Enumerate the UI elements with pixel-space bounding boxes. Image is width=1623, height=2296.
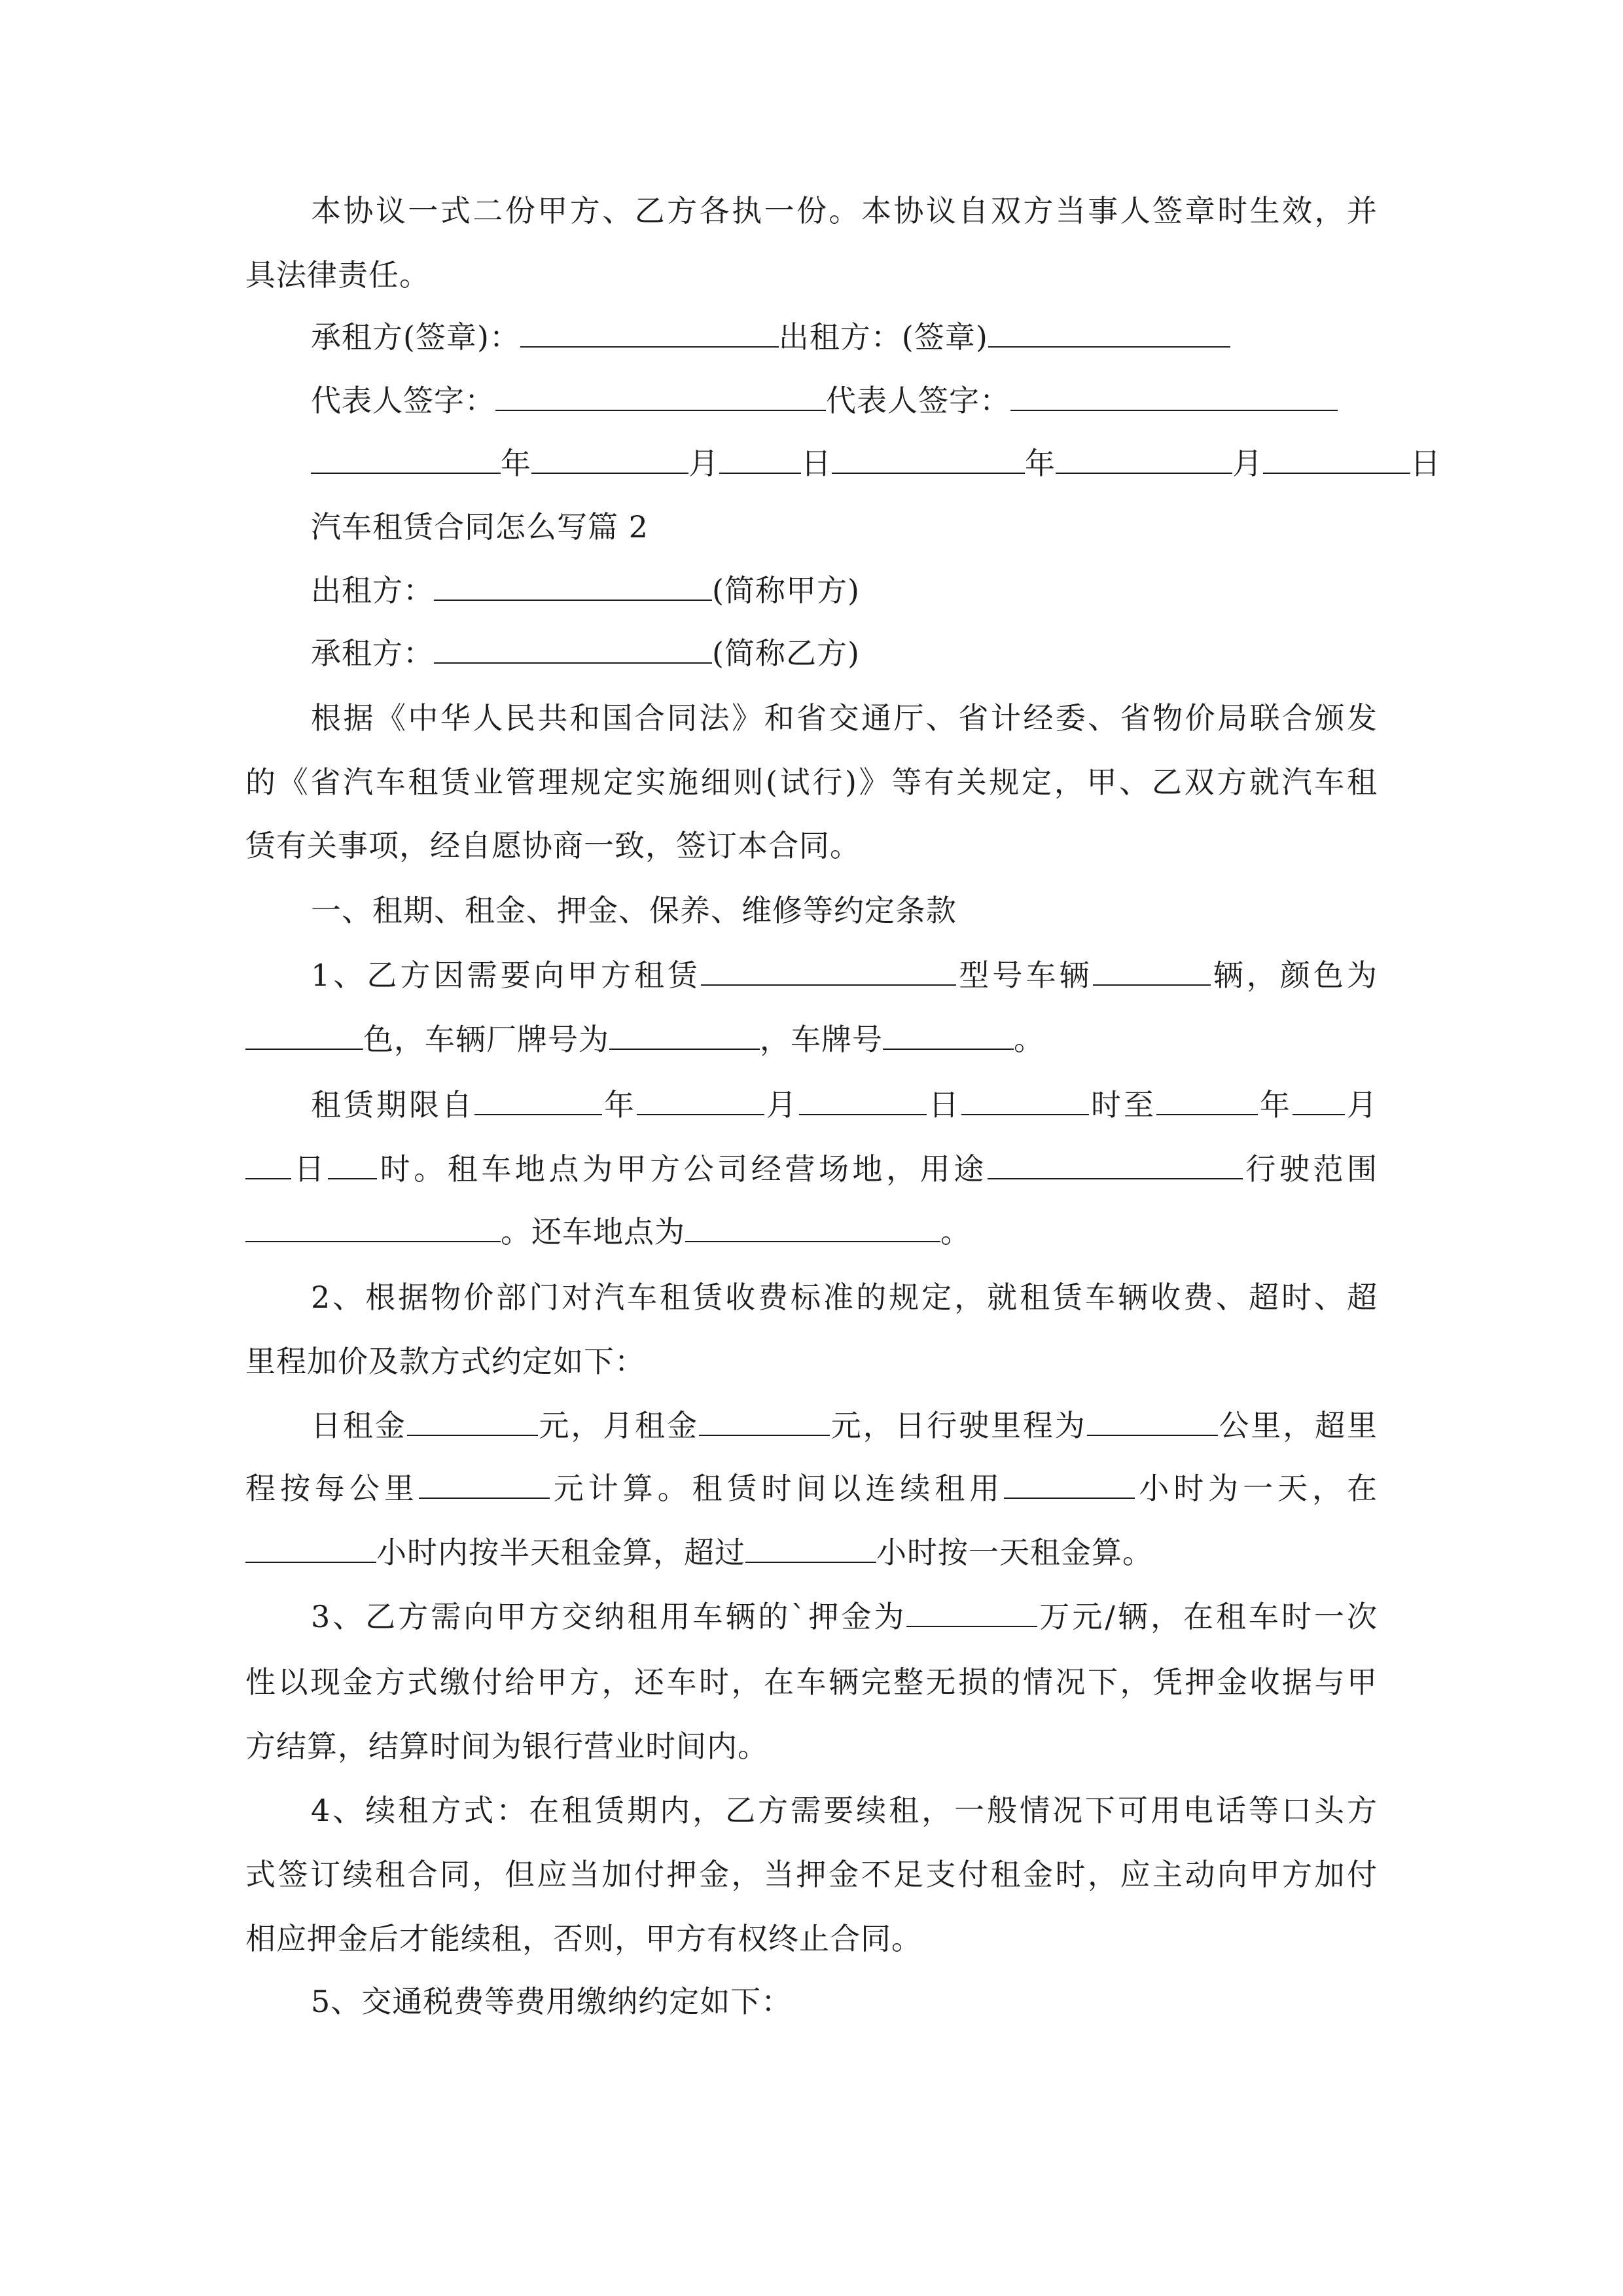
text-segment: 1、乙方因需要向甲方租赁 xyxy=(311,958,702,993)
text-line xyxy=(311,956,1378,995)
fill-in-blank xyxy=(419,1469,550,1499)
text-segment: 4、续租方式：在租赁期内，乙方需要续租，一般情况下可用电话等口头方 xyxy=(311,1793,1378,1828)
text-segment: 年 xyxy=(602,1087,637,1122)
text-segment: 日 xyxy=(1410,446,1441,481)
text-segment: 元计算。租赁时间以连续租用 xyxy=(549,1471,1005,1506)
fill-in-blank xyxy=(245,1149,291,1179)
fill-in-blank xyxy=(1004,1469,1135,1499)
text-segment: 租赁期限自 xyxy=(311,1087,474,1122)
text-segment: 出租方：(签章) xyxy=(778,319,988,355)
text-segment: 5、交通税费等费用缴纳约定如下： xyxy=(311,1984,793,2019)
fill-in-blank xyxy=(1263,444,1410,474)
text-segment: 。还车地点为 xyxy=(501,1214,685,1249)
text-segment: 方结算，结算时间为银行营业时间内。 xyxy=(245,1729,768,1764)
text-line xyxy=(311,191,1378,230)
text-segment: ，车牌号 xyxy=(760,1022,883,1057)
text-line xyxy=(311,698,1378,738)
text-segment: 。 xyxy=(1014,1022,1044,1057)
text-segment: 元，日行驶里程为 xyxy=(829,1408,1087,1443)
text-line xyxy=(245,1342,645,1381)
text-line xyxy=(311,1406,1378,1445)
text-segment: 小时为一天，在 xyxy=(1135,1471,1378,1506)
text-line xyxy=(245,1212,971,1251)
text-line xyxy=(311,634,860,673)
text-segment: 一、租期、租金、押金、保养、维修等约定条款 xyxy=(311,893,957,928)
text-segment: (简称甲方) xyxy=(712,573,860,608)
fill-in-blank xyxy=(745,1533,876,1563)
text-segment: 相应押金后才能续租，否则，甲方有权终止合同。 xyxy=(245,1921,922,1956)
text-line xyxy=(245,1662,1378,1702)
text-segment: 月 xyxy=(1232,446,1263,481)
text-segment: 承租方： xyxy=(311,636,434,671)
fill-in-blank xyxy=(245,1212,501,1242)
text-segment: 型号车辆 xyxy=(956,958,1093,993)
text-segment: 月 xyxy=(688,446,719,481)
fill-in-blank xyxy=(1156,1085,1258,1115)
fill-in-blank xyxy=(719,444,801,474)
fill-in-blank xyxy=(701,956,956,986)
text-segment: 日 xyxy=(291,1151,329,1187)
text-segment: 日 xyxy=(927,1087,961,1122)
text-segment: 3、乙方需向甲方交纳租用车辆的`押金为 xyxy=(311,1599,907,1634)
text-segment: 出租方： xyxy=(311,573,434,608)
fill-in-blank xyxy=(699,1406,830,1436)
text-segment: 根据《中华人民共和国合同法》和省交通厅、省计经委、省物价局联合颁发 xyxy=(311,700,1378,736)
fill-in-blank xyxy=(906,1597,1037,1627)
text-segment: 日 xyxy=(801,446,832,481)
text-segment: 小时内按半天租金算，超过 xyxy=(376,1535,745,1570)
fill-in-blank xyxy=(531,444,688,474)
fill-in-blank xyxy=(311,444,501,474)
text-line xyxy=(245,1533,1153,1572)
text-line xyxy=(311,317,1230,357)
text-segment: 程按每公里 xyxy=(245,1471,419,1506)
text-segment: 性以现金方式缴付给甲方，还车时，在车辆完整无损的情况下，凭押金收据与甲 xyxy=(245,1664,1378,1700)
fill-in-blank xyxy=(407,1406,538,1436)
text-segment: 公里，超里 xyxy=(1217,1408,1378,1443)
fill-in-blank xyxy=(1293,1085,1345,1115)
fill-in-blank xyxy=(245,1533,376,1563)
fill-in-blank xyxy=(799,1085,927,1115)
text-line xyxy=(311,444,1441,483)
fill-in-blank xyxy=(434,634,712,664)
text-segment: 承租方(签章)： xyxy=(311,319,520,355)
text-segment: 年 xyxy=(501,446,531,481)
text-line xyxy=(311,1597,1378,1636)
text-line xyxy=(311,1278,1378,1317)
text-segment: 代表人签字： xyxy=(311,383,495,418)
text-segment: 式签订续租合同，但应当加付押金，当押金不足支付租金时，应主动向甲方加付 xyxy=(245,1857,1378,1892)
text-line xyxy=(245,826,861,865)
text-segment: 本协议一式二份甲方、乙方各执一份。本协议自双方当事人签章时生效，并 xyxy=(311,193,1378,228)
fill-in-blank xyxy=(988,317,1230,348)
fill-in-blank xyxy=(1010,381,1338,411)
fill-in-blank xyxy=(1056,444,1232,474)
text-line xyxy=(245,1469,1378,1508)
text-segment: 时至 xyxy=(1089,1087,1156,1122)
fill-in-blank xyxy=(328,1149,377,1179)
text-line xyxy=(311,381,1338,420)
text-segment: 小时按一天租金算。 xyxy=(876,1535,1153,1570)
text-segment: 月 xyxy=(764,1087,799,1122)
fill-in-blank xyxy=(609,1020,760,1050)
text-line xyxy=(245,1727,768,1766)
text-segment: 行驶范围 xyxy=(1242,1151,1378,1187)
text-line xyxy=(311,507,649,547)
fill-in-blank xyxy=(495,381,826,411)
text-segment: 月 xyxy=(1345,1087,1378,1122)
text-segment: 具法律责任。 xyxy=(245,257,430,293)
text-line xyxy=(311,1982,792,2021)
text-segment: 的《省汽车租赁业管理规定实施细则(试行)》等有关规定，甲、乙双方就汽车租 xyxy=(245,764,1378,800)
text-segment: 万元/辆，在租车时一次 xyxy=(1037,1599,1378,1634)
text-line xyxy=(245,1855,1378,1894)
fill-in-blank xyxy=(988,1149,1243,1179)
text-line xyxy=(311,571,860,610)
fill-in-blank xyxy=(637,1085,764,1115)
text-segment: 年 xyxy=(1258,1087,1293,1122)
fill-in-blank xyxy=(520,317,779,348)
text-segment: 2、根据物价部门对汽车租赁收费标准的规定，就租赁车辆收费、超时、超 xyxy=(311,1280,1378,1315)
text-line xyxy=(245,1149,1378,1189)
text-segment: 年 xyxy=(1025,446,1056,481)
text-line xyxy=(245,255,430,295)
text-segment: 赁有关事项，经自愿协商一致，签订本合同。 xyxy=(245,828,861,863)
text-segment: 色，车辆厂牌号为 xyxy=(363,1022,609,1057)
text-segment: 里程加价及款方式约定如下： xyxy=(245,1344,645,1379)
text-segment: 时。租车地点为甲方公司经营场地，用途 xyxy=(377,1151,988,1187)
text-line xyxy=(311,1791,1378,1830)
fill-in-blank xyxy=(1093,956,1211,986)
fill-in-blank xyxy=(1087,1406,1218,1436)
fill-in-blank xyxy=(474,1085,602,1115)
text-segment: 代表人签字： xyxy=(826,383,1010,418)
text-line xyxy=(245,762,1378,802)
fill-in-blank xyxy=(832,444,1025,474)
fill-in-blank xyxy=(434,571,712,601)
fill-in-blank xyxy=(883,1020,1014,1050)
fill-in-blank xyxy=(685,1212,940,1242)
text-line xyxy=(245,1919,922,1958)
text-segment: 元，月租金 xyxy=(537,1408,699,1443)
text-line xyxy=(311,891,957,930)
text-segment: 日租金 xyxy=(311,1408,407,1443)
text-line xyxy=(311,1085,1378,1124)
text-line xyxy=(245,1020,1044,1059)
fill-in-blank xyxy=(961,1085,1089,1115)
fill-in-blank xyxy=(245,1020,363,1050)
text-segment: 辆，颜色为 xyxy=(1210,958,1378,993)
text-segment: 。 xyxy=(940,1214,971,1249)
text-segment: (简称乙方) xyxy=(712,636,860,671)
text-segment: 汽车租赁合同怎么写篇 2 xyxy=(311,509,649,545)
